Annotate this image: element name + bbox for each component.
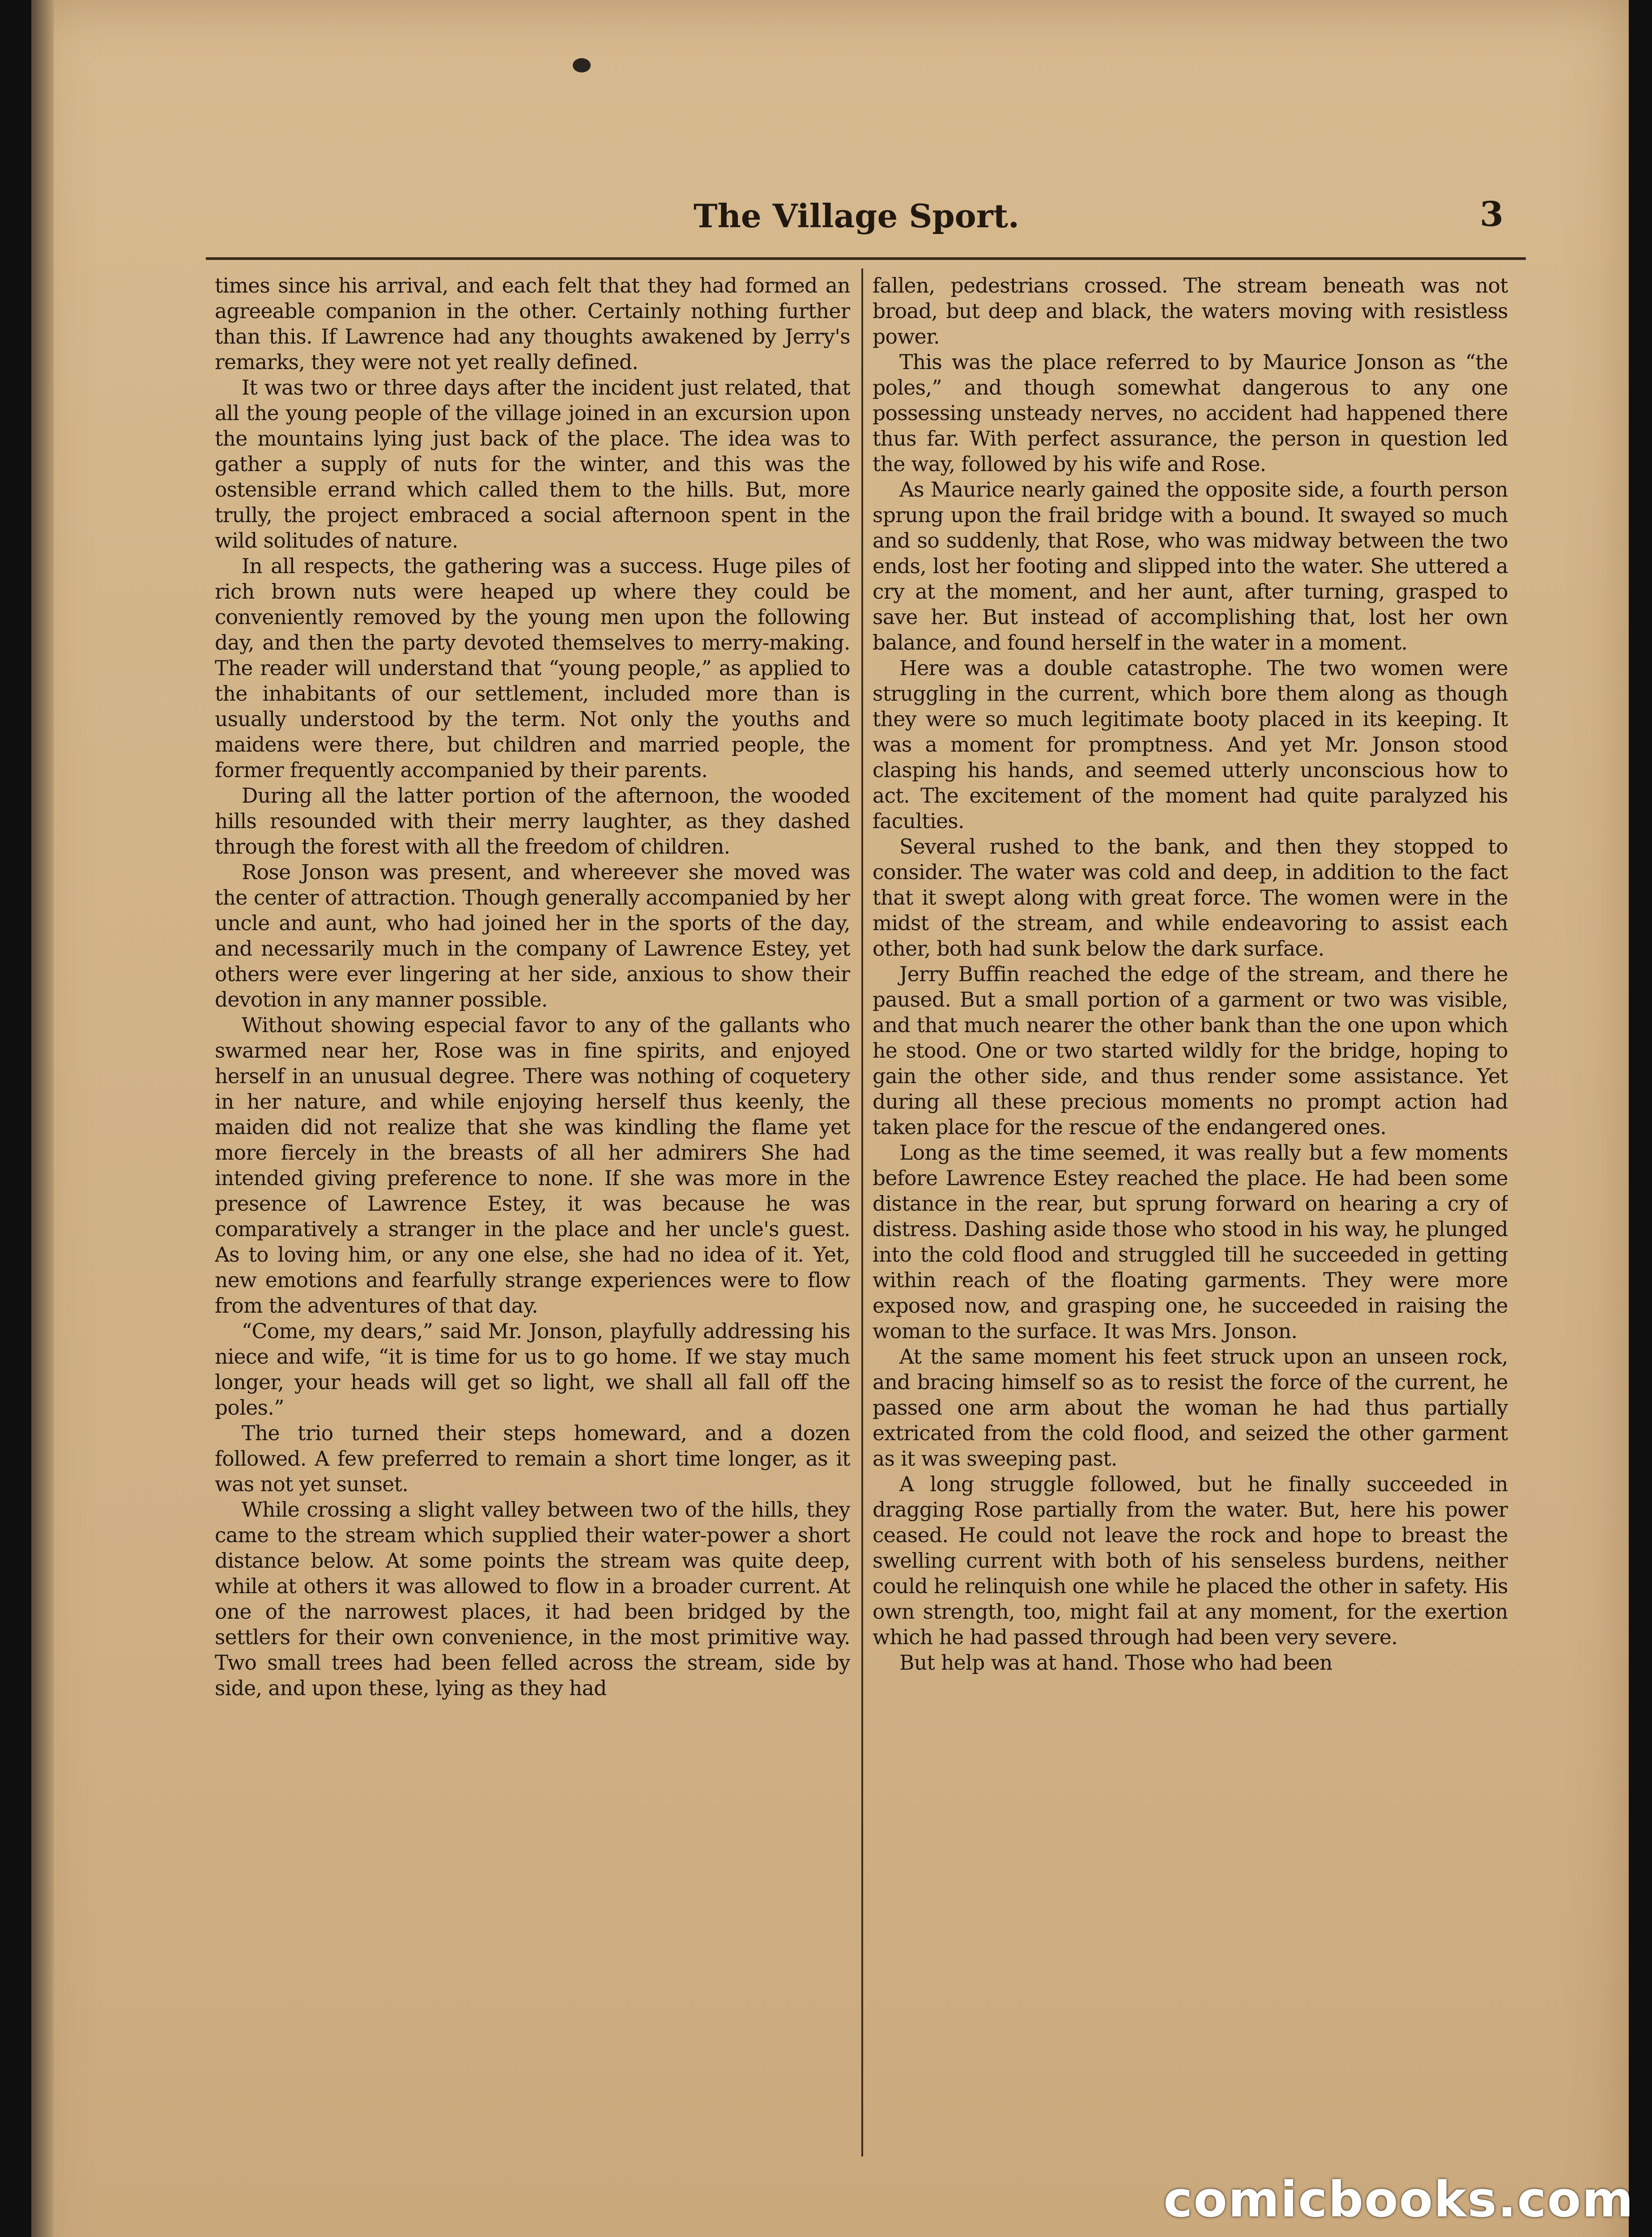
paragraph: In all respects, the gathering was a success. Huge piles of rich brown nuts were heaped up where they could be conveniently removed by the young men upon the following day, and then the party devoted themselves to merry-making. The reader will understand that “young people,” as applied to the inhabitants of our settlement, included more than is usually understood by the term. Not only the youths and maidens were there, but children and married people, the former frequently accompanied by their parents. <box>215 554 850 782</box>
page-header <box>649 188 1544 246</box>
paragraph: Rose Jonson was present, and whereever she moved was the center of attraction. Though generally accompanied by her uncle and aunt, who had joined her in the sports of the day, and necessarily much in the company of Lawrence Estey, yet others were ever lingering at her side, anxious to show their devotion in any manner possible. <box>215 860 850 1012</box>
paragraph: As Maurice nearly gained the opposite side, a fourth person sprung upon the frail bridge with a bound. It swayed so much and so suddenly, that Rose, who was midway between the two ends, lost her footing and slipped into the water. She uttered a cry at the moment, and her aunt, after turning, grasped to save her. But instead of accomplishing that, lost her own balance, and found herself in the water in a moment. <box>873 478 1508 655</box>
paragraph: Here was a double catastrophe. The two women were struggling in the current, which bore them along as though they were so much legitimate booty placed in its keeping. It was a moment for promptness. And yet Mr. Jonson stood clasping his hands, and seemed utterly unconscious how to act. The excitement of the moment had quite paralyzed his faculties. <box>873 656 1508 833</box>
ink-smudge <box>573 58 591 72</box>
paragraph: Several rushed to the bank, and then they stopped to consider. The water was cold and deep, in addition to the fact that it swept along with great force. The women were in the midst of the stream, and while endeavoring to assist each other, both had sunk below the dark surface. <box>873 835 1508 961</box>
paragraph: Without showing especial favor to any of the gallants who swarmed near her, Rose was in fine spirits, and enjoyed herself in an unusual degree. There was nothing of coquetery in her nature, and while enjoying herself thus keenly, the maiden did not realize that she was kindling the flame yet more fiercely in the breasts of all her admirers She had intended giving preference to none. If she was more in the presence of Lawrence Estey, it was because he was comparatively a stranger in the place and her uncle's guest. As to loving him, or any one else, she had no idea of it. Yet, new emotions and fearfully strange experiences were to flow from the adventures of that day. <box>215 1013 850 1318</box>
paragraph: Jerry Buffin reached the edge of the stream, and there he paused. But a small portion of a garment or two was visible, and that much nearer the other bank than the one upon which he stood. One or two started wildly for the bridge, hoping to gain the other side, and thus render some assistance. Yet during all these precious moments no prompt action had taken place for the rescue of the endangered ones. <box>873 962 1508 1139</box>
paragraph: At the same moment his feet struck upon an unseen rock, and bracing himself so as to resist the force of the current, he passed one arm about the woman he had thus partially extricated from the cold flood, and seized the other garment as it was sweeping past. <box>873 1345 1508 1471</box>
paragraph: While crossing a slight valley between two of the hills, they came to the stream which supplied their water-power a short distance below. At some points the stream was quite deep, while at others it was allowed to flow in a broader current. At one of the narrowest places, it had been bridged by the settlers for their own convenience, in the most primitive way. Two small trees had been felled across the stream, side by side, and upon these, lying as they had <box>215 1498 850 1700</box>
paragraph: times since his arrival, and each felt that they had formed an agreeable companion in the other. Certainly nothing further than this. If Lawrence had any thoughts awakened by Jerry's remarks, they were not yet really defined. <box>215 274 850 374</box>
newspaper-page <box>31 0 1629 2237</box>
paragraph: Long as the time seemed, it was really but a few moments before Lawrence Estey reached the place. He had been some distance in the rear, but sprung forward on hearing a cry of distress. Dashing aside those who stood in his way, he plunged into the cold flood and struggled till he succeeded in getting within reach of the floating garments. They were more exposed now, and grasping one, he succeeded in raising the woman to the surface. It was Mrs. Jonson. <box>873 1141 1508 1343</box>
running-title: The Village Sport. <box>694 197 1019 235</box>
paragraph: fallen, pedestrians crossed. The stream beneath was not broad, but deep and black, the waters moving with resistless power. <box>873 274 1508 349</box>
page-number: 3 <box>1480 194 1503 234</box>
right-column <box>873 273 1508 2174</box>
header-rule <box>206 257 1526 260</box>
paragraph: This was the place referred to by Maurice Jonson as “the poles,” and though somewhat dangerous to any one possessing unsteady nerves, no accident had happened there thus far. With perfect assurance, the person in question led the way, followed by his wife and Rose. <box>873 350 1508 476</box>
paragraph: A long struggle followed, but he finally succeeded in dragging Rose partially from the water. But, here his power ceased. He could not leave the rock and hope to breast the swelling current with both of his senseless burdens, neither could he relinquish one while he placed the other in safety. His own strength, too, might fail at any moment, for the exertion which he had passed through had been very severe. <box>873 1472 1508 1649</box>
paragraph: It was two or three days after the incident just related, that all the young people of the village joined in an excursion upon the mountains lying just back of the place. The idea was to gather a supply of nuts for the winter, and this was the ostensible errand which called them to the hills. But, more trully, the project embraced a social afternoon spent in the wild solitudes of nature. <box>215 376 850 553</box>
left-column <box>215 273 850 2174</box>
paragraph: The trio turned their steps homeward, and a dozen followed. A few preferred to remain a short time longer, as it was not yet sunset. <box>215 1421 850 1496</box>
paragraph: “Come, my dears,” said Mr. Jonson, playfully addressing his niece and wife, “it is time for us to go home. If we stay much longer, your heads will get so light, we shall all fall off the poles.” <box>215 1319 850 1420</box>
paragraph: During all the latter portion of the afternoon, the wooded hills resounded with their merry laughter, as they dashed through the forest with all the freedom of children. <box>215 784 850 859</box>
column-divider <box>861 268 863 2156</box>
watermark-text: comicbooks.com <box>1163 2171 1634 2228</box>
paragraph: But help was at hand. Those who had been <box>899 1651 1333 1675</box>
